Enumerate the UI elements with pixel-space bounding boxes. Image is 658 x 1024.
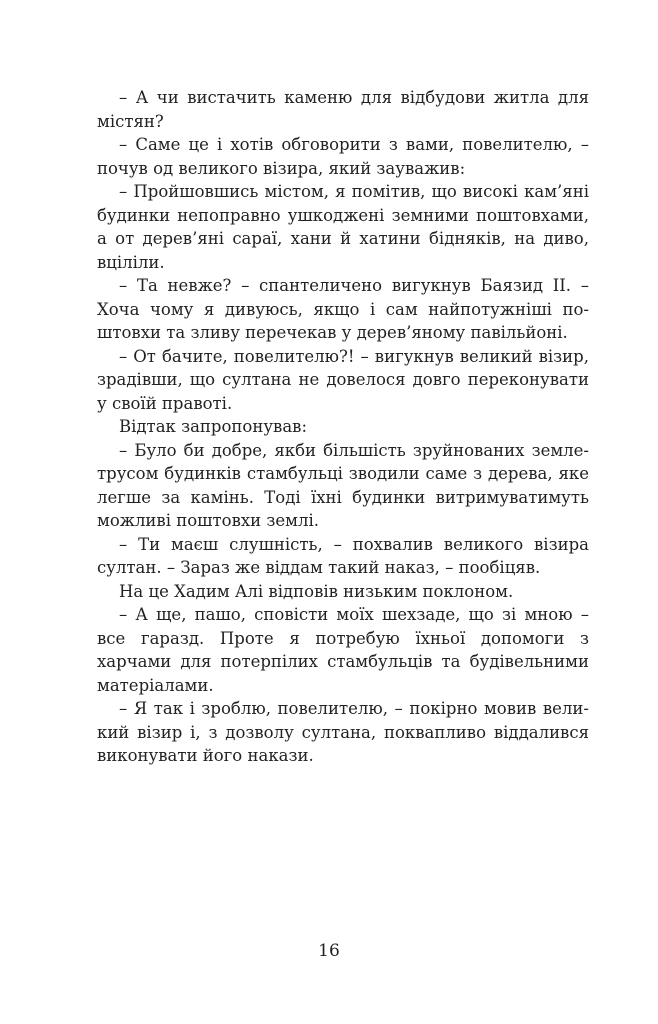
page-number: 16	[318, 941, 340, 961]
paragraph-10: – А ще, пашо, сповісти моїх шехзаде, що зі мною – все гаразд. Проте я потребую їхньої допомоги з харчами для потерпілих стамбульців та будівельними матеріалами.	[97, 605, 589, 695]
paragraph-11: – Я так і зроблю, повелителю, – покірно мовив великий візир і, з дозволу султана, поквапливо віддалився виконувати його накази.	[97, 699, 589, 765]
paragraph-2: – Саме це і хотів обговорити з вами, повелителю, – почув од великого візира, який зауважив:	[97, 135, 589, 178]
paragraph-6: Відтак запропонував:	[119, 417, 308, 436]
paragraph-5: – От бачите, повелителю?! – вигукнув великий візир, зрадівши, що султана не довелося довго переконувати у своїй правоті.	[97, 346, 589, 413]
paragraph-7: – Було би добре, якби більшість зруйнованих землетрусом будинків стамбульці зводили саме з дерева, яке легше за камінь. Тоді їхні будинки витримуватимуть можливі поштовхи землі.	[97, 440, 589, 530]
body-text	[97, 86, 589, 768]
paragraph-1: – А чи вистачить каменю для відбудови житла для містян?	[97, 88, 589, 131]
paragraph-3: – Пройшовшись містом, я помітив, що високі кам’яні будинки непоправно ушкоджені земними поштовхами, а от дерев’яні сараї, хани й хатини бідняків, на диво, вціліли.	[97, 182, 589, 272]
paragraph-4: – Та невже? – спантеличено вигукнув Баязид II. – Хоча чому я дивуюсь, якщо і сам найпотужніші поштовхи та зливу перечекав у дерев’яному павільйоні.	[97, 276, 589, 342]
paragraph-9: На це Хадим Алі відповів низьким поклоном.	[119, 581, 514, 601]
paragraph-8: – Ти маєш слушність, – похвалив великого візира султан. – Зараз же віддам такий наказ, – пообіцяв.	[97, 534, 589, 577]
